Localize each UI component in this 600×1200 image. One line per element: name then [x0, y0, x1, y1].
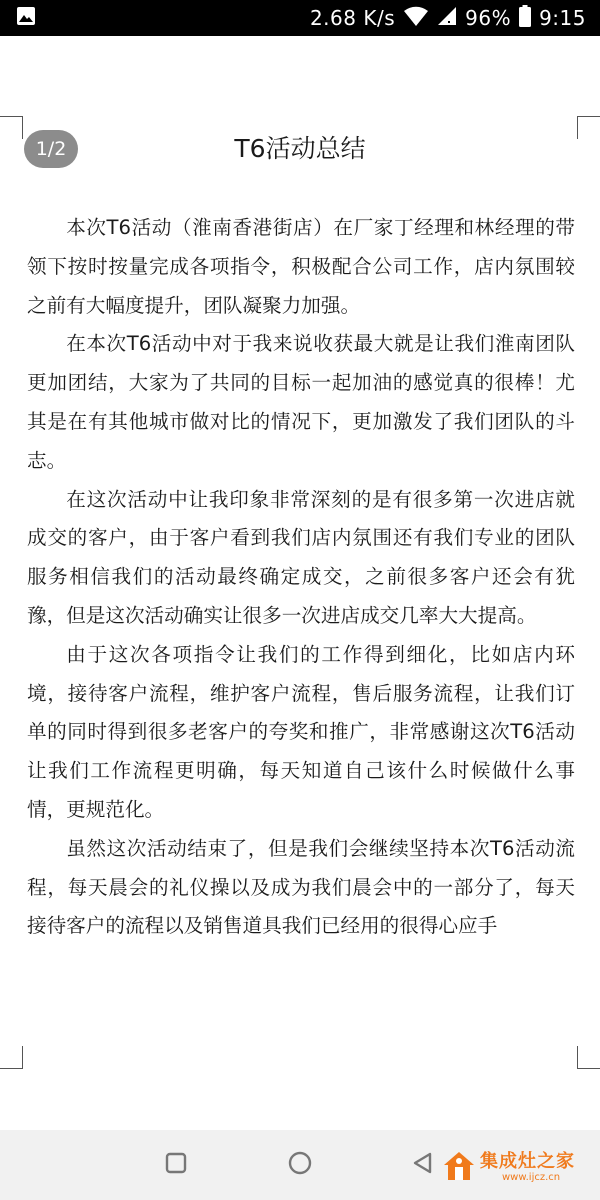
home-icon [287, 1150, 313, 1180]
wifi-icon [403, 5, 429, 32]
navigation-bar [0, 1130, 600, 1200]
image-icon [16, 6, 36, 31]
back-icon [411, 1151, 435, 1179]
watermark-name: 集成灶之家 [480, 1151, 575, 1172]
paragraph: 由于这次各项指令让我们的工作得到细化，比如店内环境，接待客户流程，维护客户流程，售后服务流程，让我们订单的同时得到很多老客户的夸奖和推广，非常感谢这次T6活动让我们工作流程更明确，每天知道自己该什么时候做什么事情，更规范化。 [27, 642, 575, 821]
recent-apps-button[interactable] [158, 1147, 194, 1183]
network-speed: 2.68 K/s [309, 6, 396, 30]
home-button[interactable] [282, 1147, 318, 1183]
battery-percent: 96% [465, 6, 512, 30]
crop-mark-bottom-right [577, 1046, 600, 1069]
paragraph: 本次T6活动（淮南香港街店）在厂家丁经理和林经理的带领下按时按量完成各项指令，积极配合公司工作，店内氛围较之前有大幅度提升，团队凝聚力加强。 [27, 216, 575, 317]
page-indicator: 1/2 [24, 130, 78, 168]
paragraph: 虽然这次活动结束了，但是我们会继续坚持本次T6活动流程，每天晨会的礼仪操以及成为我们晨会中的一部分了，每天接待客户的流程以及销售道具我们已经用的很得心应手 [27, 836, 575, 938]
back-button[interactable] [405, 1147, 441, 1183]
document-page[interactable] [0, 36, 600, 1130]
document-title: T6活动总结 [234, 134, 366, 163]
cellular-signal-icon [437, 6, 457, 31]
paragraph: 在这次活动中让我印象非常深刻的是有很多第一次进店就成交的客户，由于客户看到我们店内氛围还有我们专业的团队服务相信我们的活动最终确定成交，之前很多客户还会有犹豫，但是这次活动确实让很多一次进店成交几率大大提高。 [27, 487, 575, 627]
house-logo-icon [442, 1149, 476, 1187]
recent-apps-icon [164, 1151, 188, 1179]
paragraph: 在本次T6活动中对于我来说收获最大就是让我们淮南团队更加团结，大家为了共同的目标一起加油的感觉真的很棒！尤其是在有其他城市做对比的情况下，更加激发了我们团队的斗志。 [27, 332, 575, 472]
watermark-url: www.ijcz.cn [502, 1172, 561, 1183]
clock-time: 9:15 [539, 6, 586, 30]
status-bar [0, 0, 600, 36]
watermark [442, 1146, 592, 1190]
battery-icon [519, 5, 531, 32]
document-body [27, 209, 575, 946]
crop-mark-bottom-left [0, 1046, 23, 1069]
